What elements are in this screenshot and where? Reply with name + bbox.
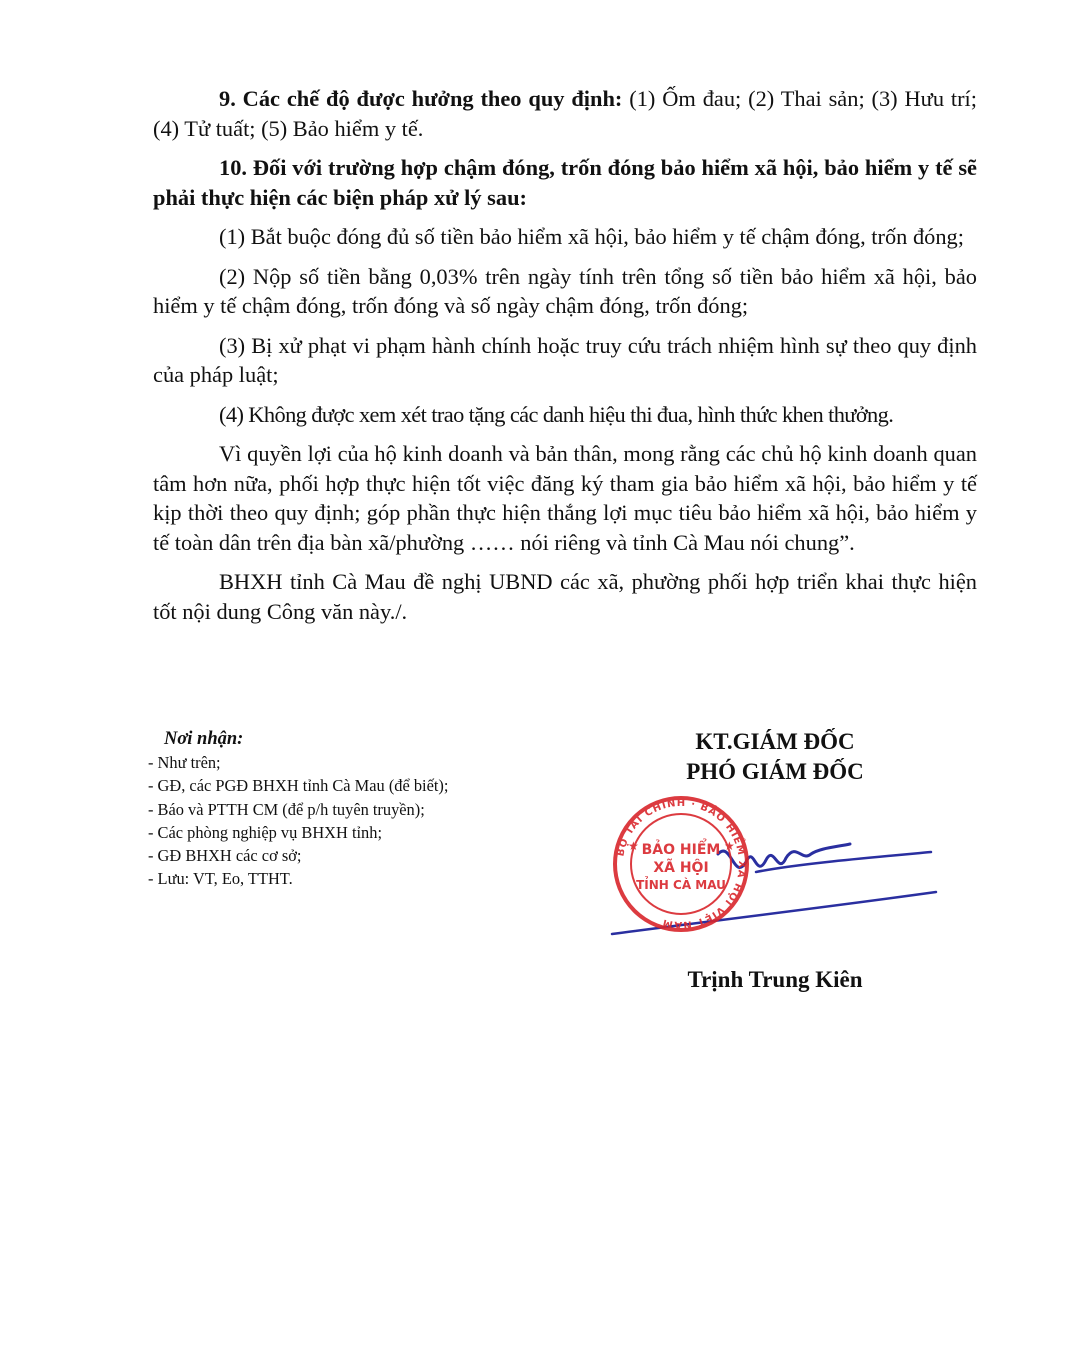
recipient-item: - Báo và PTTH CM (để p/h tuyên truyền); bbox=[148, 799, 425, 819]
signature-title-line1: KT.GIÁM ĐỐC bbox=[695, 729, 855, 754]
signature-title bbox=[640, 727, 910, 787]
document-body bbox=[153, 84, 977, 636]
recipients-block bbox=[148, 728, 448, 890]
recipient-item: - GĐ, các PGĐ BHXH tỉnh Cà Mau (để biết); bbox=[148, 776, 449, 796]
svg-text:★: ★ bbox=[628, 839, 639, 853]
measure-2: (2) Nộp số tiền bằng 0,03% trên ngày tính trên tổng số tiền bảo hiểm xã hội, bảo hiểm y tế chậm đóng, trốn đóng và số ngày chậm đóng, trốn đóng; bbox=[153, 263, 977, 318]
appeal-paragraph: Vì quyền lợi của hộ kinh doanh và bản thân, mong rằng các chủ hộ kinh doanh quan tâm hơn nữa, phối hợp thực hiện tốt việc đăng ký tham gia bảo hiểm xã hội, bảo hiểm y tế kịp thời theo quy định; góp phần thực hiện thắng lợi mục tiêu bảo hiểm xã hội, bảo hiểm y tế toàn dân trên địa bàn xã/phường …… nói riêng và tỉnh Cà Mau nói chung”. bbox=[153, 441, 977, 555]
item-9-text: (1) Ốm đau; (2) Thai sản; (3) Hưu trí; (4) Tử tuất; (5) Bảo hiểm y tế. bbox=[153, 86, 977, 141]
item-9-heading: 9. Các chế độ được hưởng theo quy định: bbox=[219, 86, 623, 111]
svg-text:XÃ HỘI: XÃ HỘI bbox=[653, 860, 709, 876]
svg-text:BỘ TÀI CHÍNH · BẢO HIỂM XÃ HỘI: BỘ TÀI CHÍNH · BẢO HIỂM XÃ HỘI VIỆT NAM bbox=[615, 797, 748, 931]
measure-1: (1) Bắt buộc đóng đủ số tiền bảo hiểm xã hội, bảo hiểm y tế chậm đóng, trốn đóng; bbox=[219, 224, 964, 249]
recipient-item: - Lưu: VT, Eo, TTHT. bbox=[148, 869, 293, 889]
svg-text:★: ★ bbox=[724, 839, 735, 853]
recipient-item: - GĐ BHXH các cơ sở; bbox=[148, 846, 302, 866]
stamp-seal bbox=[615, 798, 749, 930]
measure-3: (3) Bị xử phạt vi phạm hành chính hoặc truy cứu trách nhiệm hình sự theo quy định của pháp luật; bbox=[153, 332, 977, 387]
closing-paragraph: BHXH tỉnh Cà Mau đề nghị UBND các xã, phường phối hợp triển khai thực hiện tốt nội dung Công văn này./. bbox=[153, 569, 977, 624]
svg-text:BẢO HIỂM: BẢO HIỂM bbox=[641, 842, 721, 858]
signer-name: Trịnh Trung Kiên bbox=[687, 967, 863, 992]
recipient-item: - Các phòng nghiệp vụ BHXH tỉnh; bbox=[148, 822, 382, 842]
recipient-item: - Như trên; bbox=[148, 753, 221, 773]
official-stamp-and-signature bbox=[606, 792, 946, 952]
measure-4: (4) Không được xem xét trao tặng các danh hiệu thi đua, hình thức khen thưởng. bbox=[219, 401, 894, 427]
item-10-heading: 10. Đối với trường hợp chậm đóng, trốn đóng bảo hiểm xã hội, bảo hiểm y tế sẽ phải thực hiện các biện pháp xử lý sau: bbox=[153, 155, 977, 210]
item-9 bbox=[153, 84, 977, 143]
svg-text:TỈNH CÀ MAU: TỈNH CÀ MAU bbox=[636, 878, 726, 892]
signature-title-line2: PHÓ GIÁM ĐỐC bbox=[686, 759, 864, 784]
recipients-heading: Nơi nhận: bbox=[164, 729, 244, 749]
